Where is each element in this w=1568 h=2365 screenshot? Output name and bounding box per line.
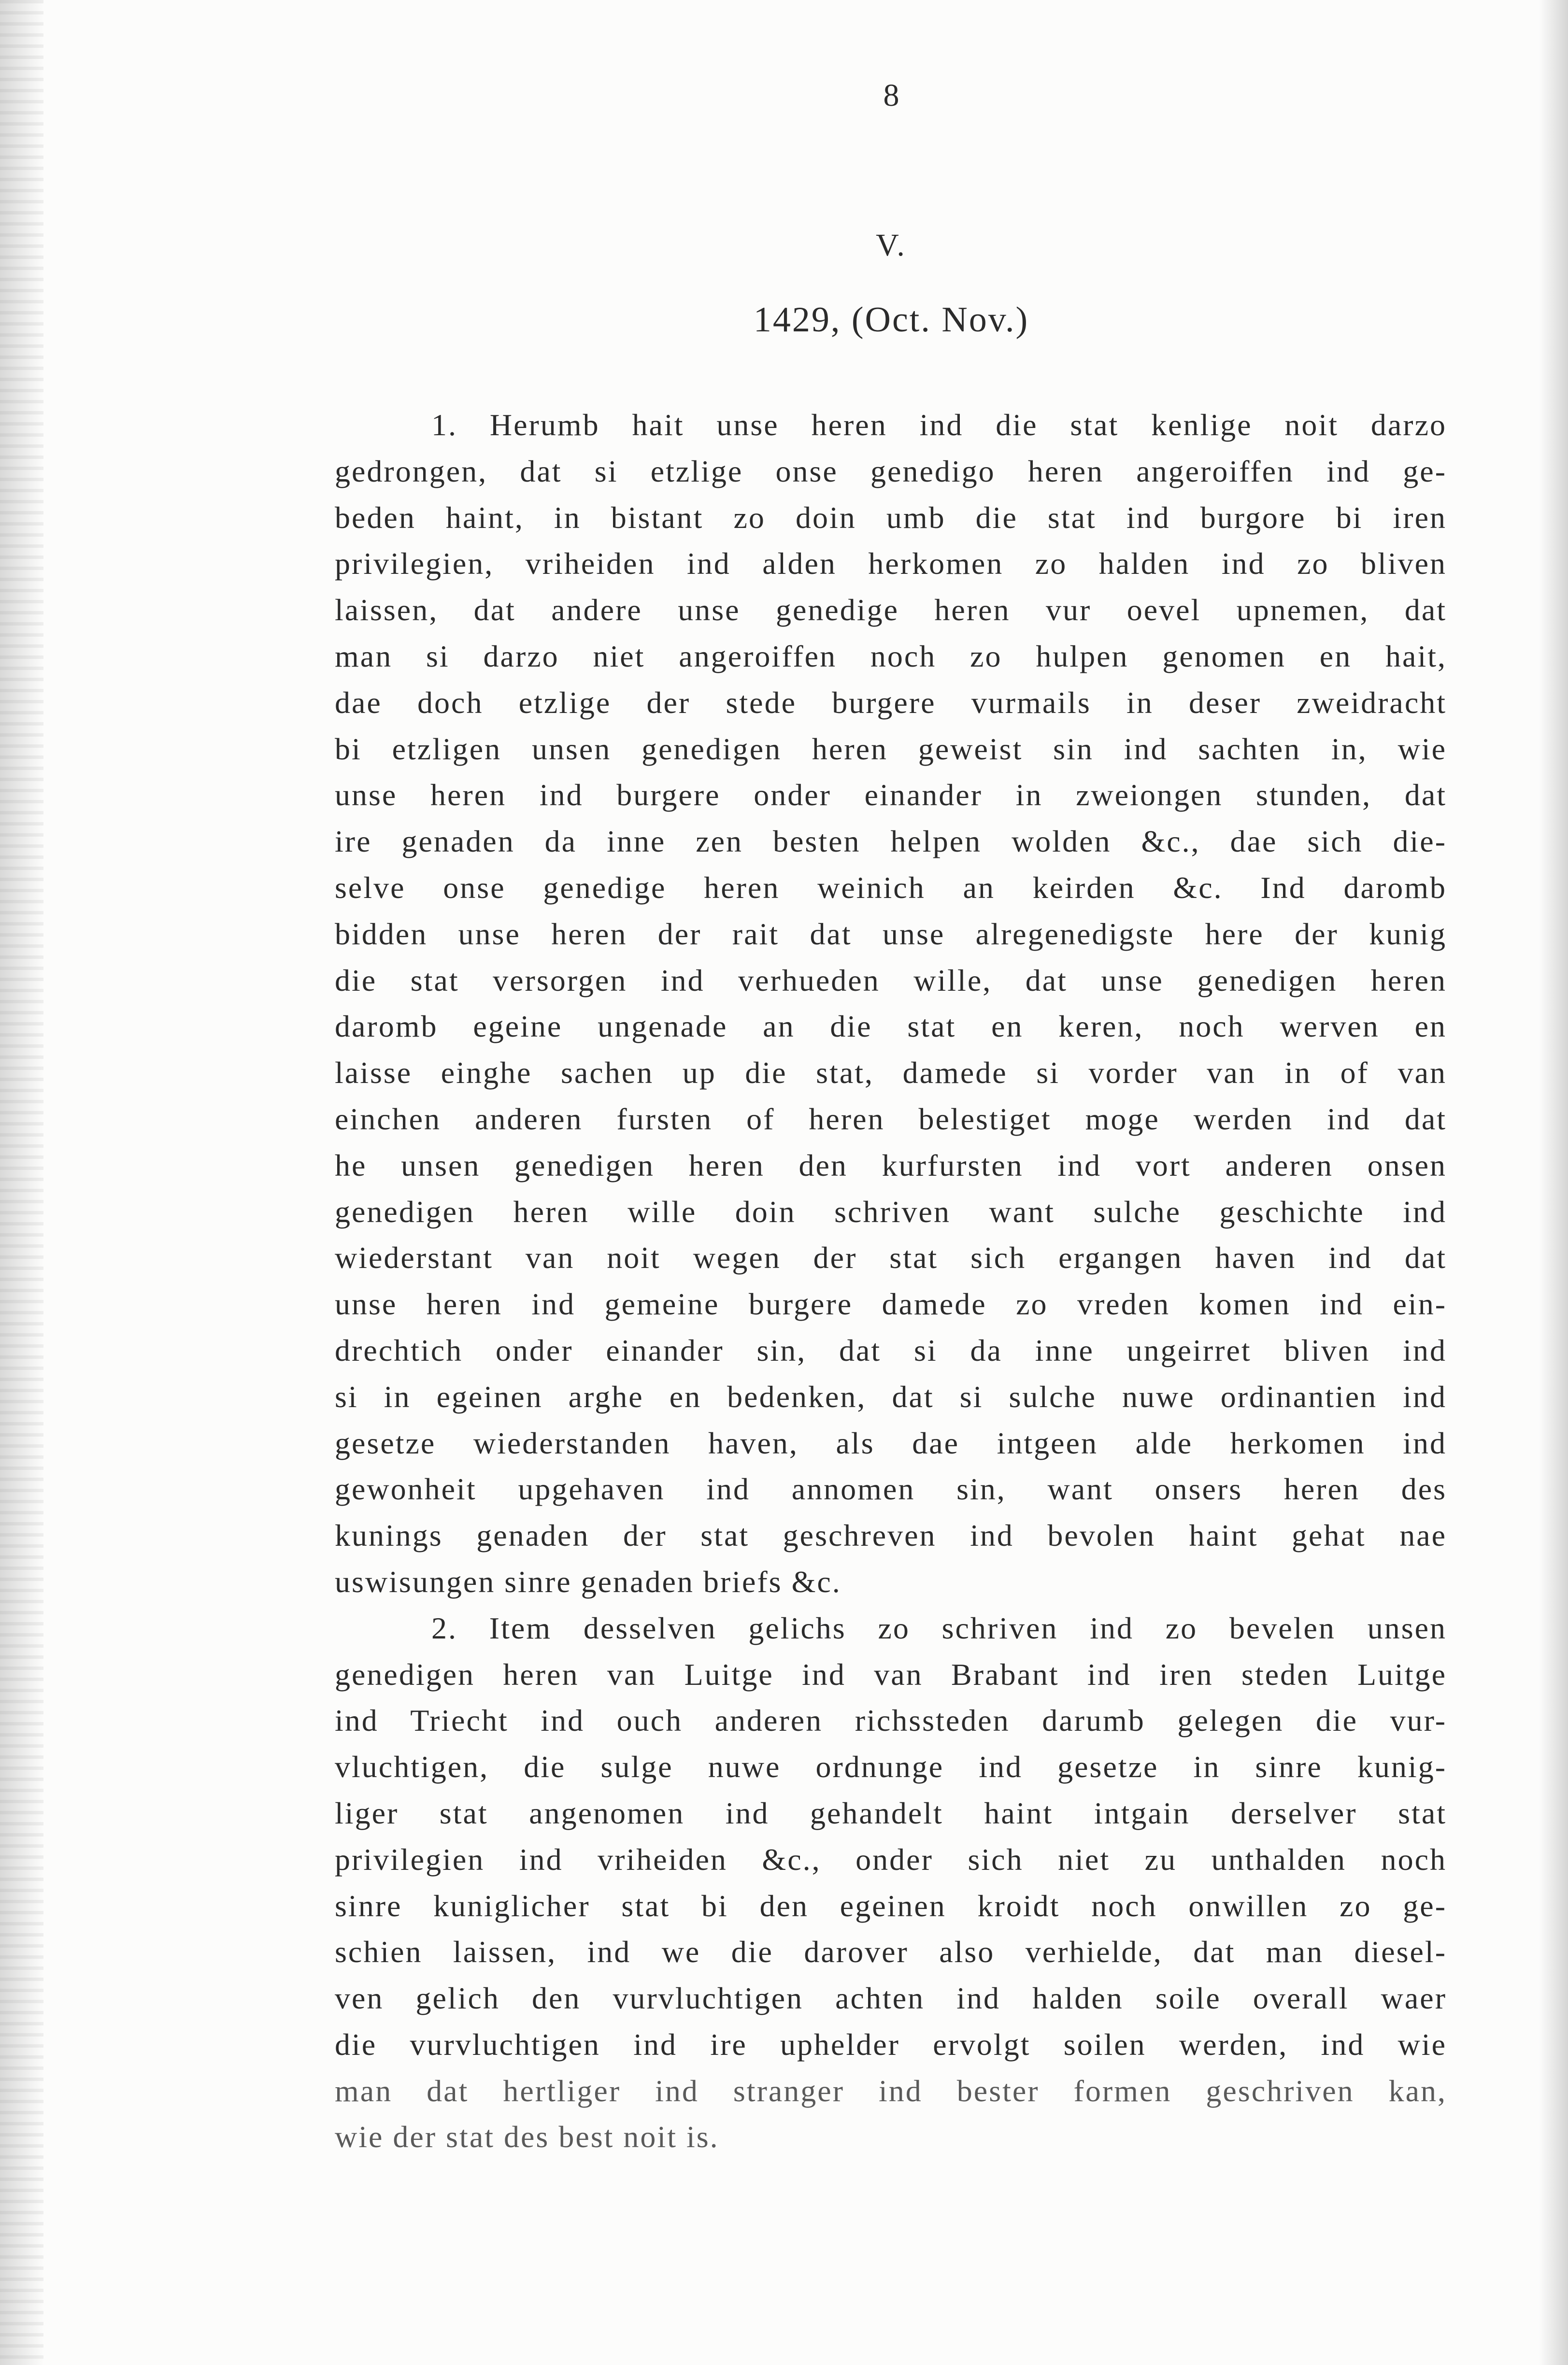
text-line: wie der stat des best noit is. bbox=[335, 2120, 719, 2154]
text-line: man dat hertliger ind stranger ind bester formen geschriven kan, bbox=[335, 2073, 1447, 2108]
document-date: 1429, (Oct. Nov.) bbox=[753, 300, 1029, 340]
text-line: he unsen genedigen heren den kurfursten ind vort anderen onsen bbox=[335, 1148, 1447, 1182]
text-line: sinre kuniglicher stat bi den egeinen kroidt noch onwillen zo ge- bbox=[335, 1888, 1447, 1923]
text-line: dae doch etzlige der stede burgere vurmails in deser zweidracht bbox=[335, 685, 1447, 720]
text-line: ven gelich den vurvluchtigen achten ind halden soile overall waer bbox=[335, 1981, 1447, 2016]
text-line: genedigen heren van Luitge ind van Brabant ind iren steden Luitge bbox=[335, 1657, 1447, 1692]
text-line: si in egeinen arghe en bedenken, dat si sulche nuwe ordinantien ind bbox=[335, 1379, 1447, 1414]
text-line: man si darzo niet angeroiffen noch zo hulpen genomen en hait, bbox=[335, 639, 1447, 673]
paragraph-2 bbox=[335, 1605, 1447, 2161]
text-line: ind Triecht ind ouch anderen richssteden darumb gelegen die vur- bbox=[335, 1703, 1447, 1738]
text-line: 2. Item desselven gelichs zo schriven ind zo bevelen unsen bbox=[431, 1610, 1447, 1645]
text-line: drechtich onder einander sin, dat si da inne ungeirret bliven ind bbox=[335, 1333, 1447, 1368]
text-line: unse heren ind burgere onder einander in zweiongen stunden, dat bbox=[335, 778, 1447, 812]
text-line: wiederstant van noit wegen der stat sich ergangen haven ind dat bbox=[335, 1240, 1447, 1275]
text-line: privilegien ind vriheiden &c., onder sich niet zu unthalden noch bbox=[335, 1842, 1447, 1877]
scan-edge-right bbox=[1539, 0, 1568, 2365]
text-line: gewonheit upgehaven ind annomen sin, want onsers heren des bbox=[335, 1472, 1447, 1507]
text-line: laissen, dat andere unse genedige heren vur oevel upnemen, dat bbox=[335, 593, 1447, 627]
text-line: selve onse genedige heren weinich an keirden &c. Ind daromb bbox=[335, 870, 1447, 905]
page-number: 8 bbox=[883, 78, 899, 113]
text-line: schien laissen, ind we die darover also verhielde, dat man diesel- bbox=[335, 1935, 1447, 1969]
text-line: kunings genaden der stat geschreven ind bevolen haint gehat nae bbox=[335, 1518, 1447, 1553]
text-line: uswisungen sinre genaden briefs &c. bbox=[335, 1564, 841, 1599]
scan-edge-left bbox=[0, 0, 43, 2365]
text-line: vluchtigen, die sulge nuwe ordnunge ind gesetze in sinre kunig- bbox=[335, 1750, 1447, 1784]
text-line: privilegien, vriheiden ind alden herkomen zo halden ind zo bliven bbox=[335, 546, 1447, 581]
text-line: daromb egeine ungenade an die stat en keren, noch werven en bbox=[335, 1009, 1447, 1044]
text-line: liger stat angenomen ind gehandelt haint intgain derselver stat bbox=[335, 1795, 1447, 1830]
text-line: beden haint, in bistant zo doin umb die stat ind burgore bi iren bbox=[335, 500, 1447, 535]
text-line: die vurvluchtigen ind ire uphelder ervolgt soilen werden, ind wie bbox=[335, 2027, 1447, 2062]
text-line: gesetze wiederstanden haven, als dae intgeen alde herkomen ind bbox=[335, 1425, 1447, 1460]
text-line: die stat versorgen ind verhueden wille, dat unse genedigen heren bbox=[335, 963, 1447, 997]
body-text bbox=[335, 402, 1447, 2160]
text-line: unse heren ind gemeine burgere damede zo vreden komen ind ein- bbox=[335, 1287, 1447, 1322]
text-line: genedigen heren wille doin schriven want sulche geschichte ind bbox=[335, 1194, 1447, 1229]
text-line: 1. Herumb hait unse heren ind die stat kenlige noit darzo bbox=[431, 408, 1447, 442]
paragraph-1 bbox=[335, 402, 1447, 1605]
text-line: bi etzligen unsen genedigen heren geweist sin ind sachten in, wie bbox=[335, 731, 1447, 766]
text-line: einchen anderen fursten of heren belestiget moge werden ind dat bbox=[335, 1101, 1447, 1136]
section-number: V. bbox=[876, 228, 907, 263]
text-line: gedrongen, dat si etzlige onse genedigo heren angeroiffen ind ge- bbox=[335, 454, 1447, 488]
text-line: ire genaden da inne zen besten helpen wolden &c., dae sich die- bbox=[335, 824, 1447, 859]
text-line: laisse einghe sachen up die stat, damede si vorder van in of van bbox=[335, 1055, 1447, 1090]
text-line: bidden unse heren der rait dat unse alregenedigste here der kunig bbox=[335, 916, 1447, 951]
